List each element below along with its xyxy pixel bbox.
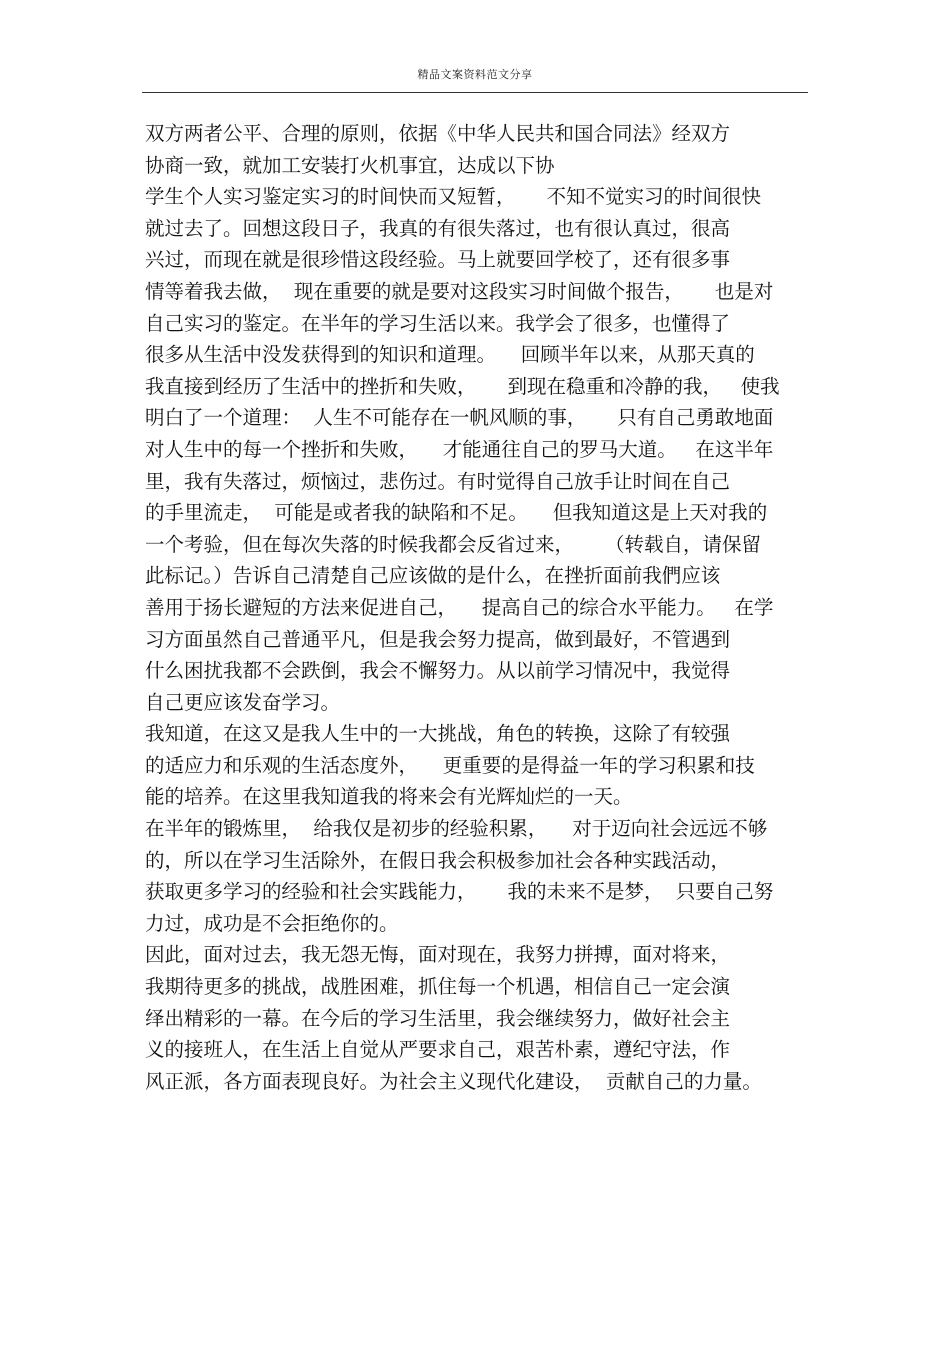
text-line: 明白了一个道理： 人生不可能存在一帆风顺的事， 只有自己勇敢地面 [145, 406, 774, 430]
text-line: 自己实习的鉴定。在半年的学习生活以来。我学会了很多，也懂得了 [145, 311, 731, 335]
text-line: 在半年的锻炼里， 给我仅是初步的经验积累， 对于迈向社会远远不够 [145, 817, 768, 841]
text-line: 对人生中的每一个挫折和失败， 才能通往自己的罗马大道。 在这半年 [145, 437, 774, 461]
text-line: 自己更应该发奋学习。 [145, 690, 341, 714]
page-header [142, 60, 808, 93]
text-line: 里，我有失落过，烦恼过，悲伤过。有时觉得自己放手让时间在自己 [145, 469, 731, 493]
text-line: 的，所以在学习生活除外，在假日我会积极参加社会各种实践活动， [145, 848, 731, 872]
text-line: 的手里流走， 可能是或者我的缺陷和不足。 但我知道这是上天对我的 [145, 501, 768, 525]
text-line: 就过去了。回想这段日子，我真的有很失落过，也有很认真过，很高 [145, 216, 731, 240]
text-line: 什么困扰我都不会跌倒，我会不懈努力。从以前学习情况中，我觉得 [145, 659, 731, 683]
text-line: 我知道，在这又是我人生中的一大挑战，角色的转换，这除了有较强 [145, 722, 731, 746]
text-line: 力过，成功是不会拒绝你的。 [145, 911, 399, 935]
text-line: 兴过，而现在就是很珍惜这段经验。马上就要回学校了，还有很多事 [145, 248, 731, 272]
text-line: 很多从生活中没发获得到的知识和道理。 回顾半年以来，从那天真的 [145, 343, 755, 367]
text-line: 此标记。）告诉自己清楚自己应该做的是什么，在挫折面前我們应该 [145, 564, 721, 588]
text-line: 风正派，各方面表现良好。为社会主义现代化建设， 贡献自己的力量。 [145, 1069, 762, 1093]
text-line: 善用于扬长避短的方法来促进自己， 提高自己的综合水平能力。 在学 [145, 595, 774, 619]
text-line: 获取更多学习的经验和社会实践能力， 我的未来不是梦， 只要自己努 [145, 880, 774, 904]
text-line: 双方两者公平、合理的原则，依据《中华人民共和国合同法》经双方 [145, 122, 731, 145]
text-line: 能的培养。在这里我知道我的将来会有光辉灿烂的一天。 [145, 785, 633, 809]
text-line: 学生个人实习鉴定实习的时间快而又短暂， 不知不觉实习的时间很快 [145, 185, 761, 209]
text-line: 因此，面对过去，我无怨无悔，面对现在，我努力拼搏，面对将来， [145, 943, 731, 967]
text-line: 习方面虽然自己普通平凡，但是我会努力提高，做到最好，不管遇到 [145, 627, 731, 651]
header-title: 精品文案资料范文分享 [417, 68, 533, 81]
text-line: 绎出精彩的一幕。在今后的学习生活里，我会继续努力，做好社会主 [145, 1006, 731, 1030]
text-line: 一个考验，但在每次失落的时候我都会反省过来， （转载自，请保留 [145, 532, 761, 556]
text-line: 我直接到经历了生活中的挫折和失败， 到现在稳重和冷静的我， 使我 [145, 374, 780, 398]
text-line: 的适应力和乐观的生活态度外， 更重要的是得益一年的学习积累和技 [145, 753, 755, 777]
text-line: 协商一致，就加工安装打火机事宜，达成以下协 [145, 153, 555, 177]
text-line: 义的接班人，在生活上自觉从严要求自己，艰苦朴素，遵纪守法，作 [145, 1038, 731, 1062]
text-line: 我期待更多的挑战，战胜困难，抓住每一个机遇，相信自己一定会演 [145, 975, 731, 999]
document-body [145, 118, 825, 1097]
text-line: 情等着我去做， 现在重要的就是要对这段实习时间做个报告， 也是对 [145, 279, 774, 303]
